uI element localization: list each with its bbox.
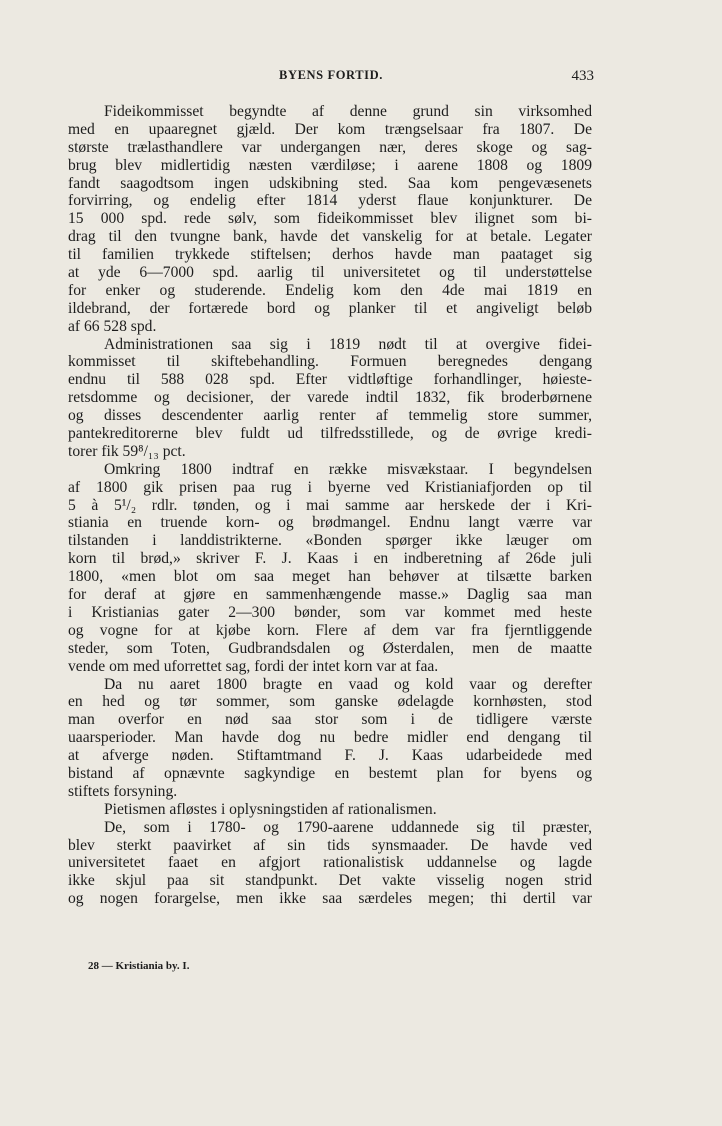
text-line: Da nu aaret 1800 bragte en vaad og kold vaar og derefter bbox=[104, 675, 592, 693]
text-line: Fideikommisset begyndte af denne grund sin virksomhed bbox=[104, 103, 592, 120]
text-line: De, som i 1780- og 1790-aarene uddannede sig til præster, bbox=[104, 818, 592, 836]
text-line: at afverge nøden. Stiftamtmand F. J. Kaas udarbeidede med bbox=[68, 747, 592, 765]
text-line: 1800, «men blot om saa meget han behøver at tilsætte barken bbox=[68, 568, 592, 586]
text-line: vende om med uforrettet sag, fordi der intet korn var at faa. bbox=[68, 657, 439, 675]
text-line: universitetet faaet en afgjort rationalistisk uddannelse og lagde bbox=[68, 854, 592, 872]
text-line: retsdomme og decisioner, der varede indtil 1832, fik broderbørnene bbox=[68, 389, 592, 407]
text-line: torer fik 59⁸/₁₃ pct. bbox=[68, 442, 186, 460]
text-line: korn til brød,» skriver F. J. Kaas i en indberetning af 26de juli bbox=[68, 550, 592, 568]
text-line: af 1800 gik prisen paa rug i byerne ved Kristianiafjorden op til bbox=[68, 478, 592, 496]
page-number: 433 bbox=[571, 68, 594, 84]
text-line: uaarsperioder. Man havde dog nu bedre midler end dengang til bbox=[68, 729, 592, 747]
text-line: fandt saagodtsom ingen udskibning sted. Saa kom pengevæsenets bbox=[68, 174, 592, 192]
page-header bbox=[68, 68, 594, 88]
text-line: en hed og tør sommer, som ganske ødelagde kornhøsten, stod bbox=[68, 693, 592, 711]
text-line: og disses descendenter aarlig renter af temmelig store summer, bbox=[68, 407, 592, 425]
text-line: største trælasthandlere var undergangen nær, deres skoge og sag- bbox=[68, 138, 592, 156]
text-line: 15 000 spd. rede sølv, som fideikommisset blev ilignet som bi- bbox=[68, 210, 592, 228]
text-line: i Kristianias gater 2—300 bønder, som var kommet med heste bbox=[68, 603, 592, 621]
text-line: og vogne for at kjøbe korn. Flere af dem var fra fjerntliggende bbox=[68, 621, 592, 639]
text-line: ildebrand, der fortærede bord og planker til et angiveligt beløb bbox=[68, 299, 592, 317]
text-line: med en upaaregnet gjæld. Der kom trængselsaar fra 1807. De bbox=[68, 120, 592, 138]
text-line: at yde 6—7000 spd. aarlig til universitetet og til understøttelse bbox=[68, 264, 592, 282]
text-line: af 66 528 spd. bbox=[68, 317, 157, 335]
text-line: blev sterkt paavirket af sin tids synsmaader. De havde ved bbox=[68, 836, 592, 854]
text-line: pantekreditorerne blev fuldt ud tilfredsstillede, og de øvrige kredi- bbox=[68, 425, 592, 443]
text-line: drag til den tvungne bank, havde det vanskelig for at betale. Legater bbox=[68, 228, 592, 246]
text-line: stiania en truende korn- og brødmangel. Endnu langt værre var bbox=[68, 514, 592, 532]
signature-mark: 28 — Kristiania by. I. bbox=[88, 960, 190, 972]
text-line: bistand af opnævnte sagkyndige en bestemt plan for byens og bbox=[68, 764, 592, 782]
text-line: for deraf at gjøre en sammenhængende masse.» Daglig saa man bbox=[68, 586, 592, 604]
text-line: endnu til 588 028 spd. Efter vidtløftige forhandlinger, høieste- bbox=[68, 371, 592, 389]
text-line: Pietismen afløstes i oplysningstiden af rationalismen. bbox=[104, 800, 437, 818]
text-line: man overfor en nød saa stor som i de tidligere værste bbox=[68, 711, 592, 729]
text-line: for enker og studerende. Endelig kom den 4de mai 1819 en bbox=[68, 281, 592, 299]
text-line: tilstanden i landdistrikterne. «Bonden spørger ikke læuger om bbox=[68, 532, 592, 550]
text-line: 5 à 5¹/₂ rdlr. tønden, og i mai samme aar herskede der i Kri- bbox=[68, 496, 592, 514]
body-text bbox=[68, 103, 592, 908]
text-line: og nogen forargelse, men ikke saa særdeles megen; thi dertil var bbox=[68, 890, 592, 908]
text-line: Omkring 1800 indtraf en række misvækstaar. I begyndelsen bbox=[104, 460, 592, 478]
text-line: ikke skjul paa sit standpunkt. Det vakte visselig nogen strid bbox=[68, 872, 592, 890]
text-line: Administrationen saa sig i 1819 nødt til at overgive fidei- bbox=[104, 335, 592, 353]
text-line: forvirring, og endelig efter 1814 yderst flaue konjunkturer. De bbox=[68, 192, 592, 210]
text-line: til familien trykkede stiftelsen; derhos havde man paataget sig bbox=[68, 246, 592, 264]
text-line: brug blev midlertidig næsten værdiløse; i aarene 1808 og 1809 bbox=[68, 156, 592, 174]
text-line: steder, som Toten, Gudbrandsdalen og Østerdalen, men de maatte bbox=[68, 639, 592, 657]
text-line: kommisset til skiftebehandling. Formuen beregnedes dengang bbox=[68, 353, 592, 371]
text-line: stiftets forsyning. bbox=[68, 782, 178, 800]
running-title: BYENS FORTID. bbox=[279, 68, 383, 82]
